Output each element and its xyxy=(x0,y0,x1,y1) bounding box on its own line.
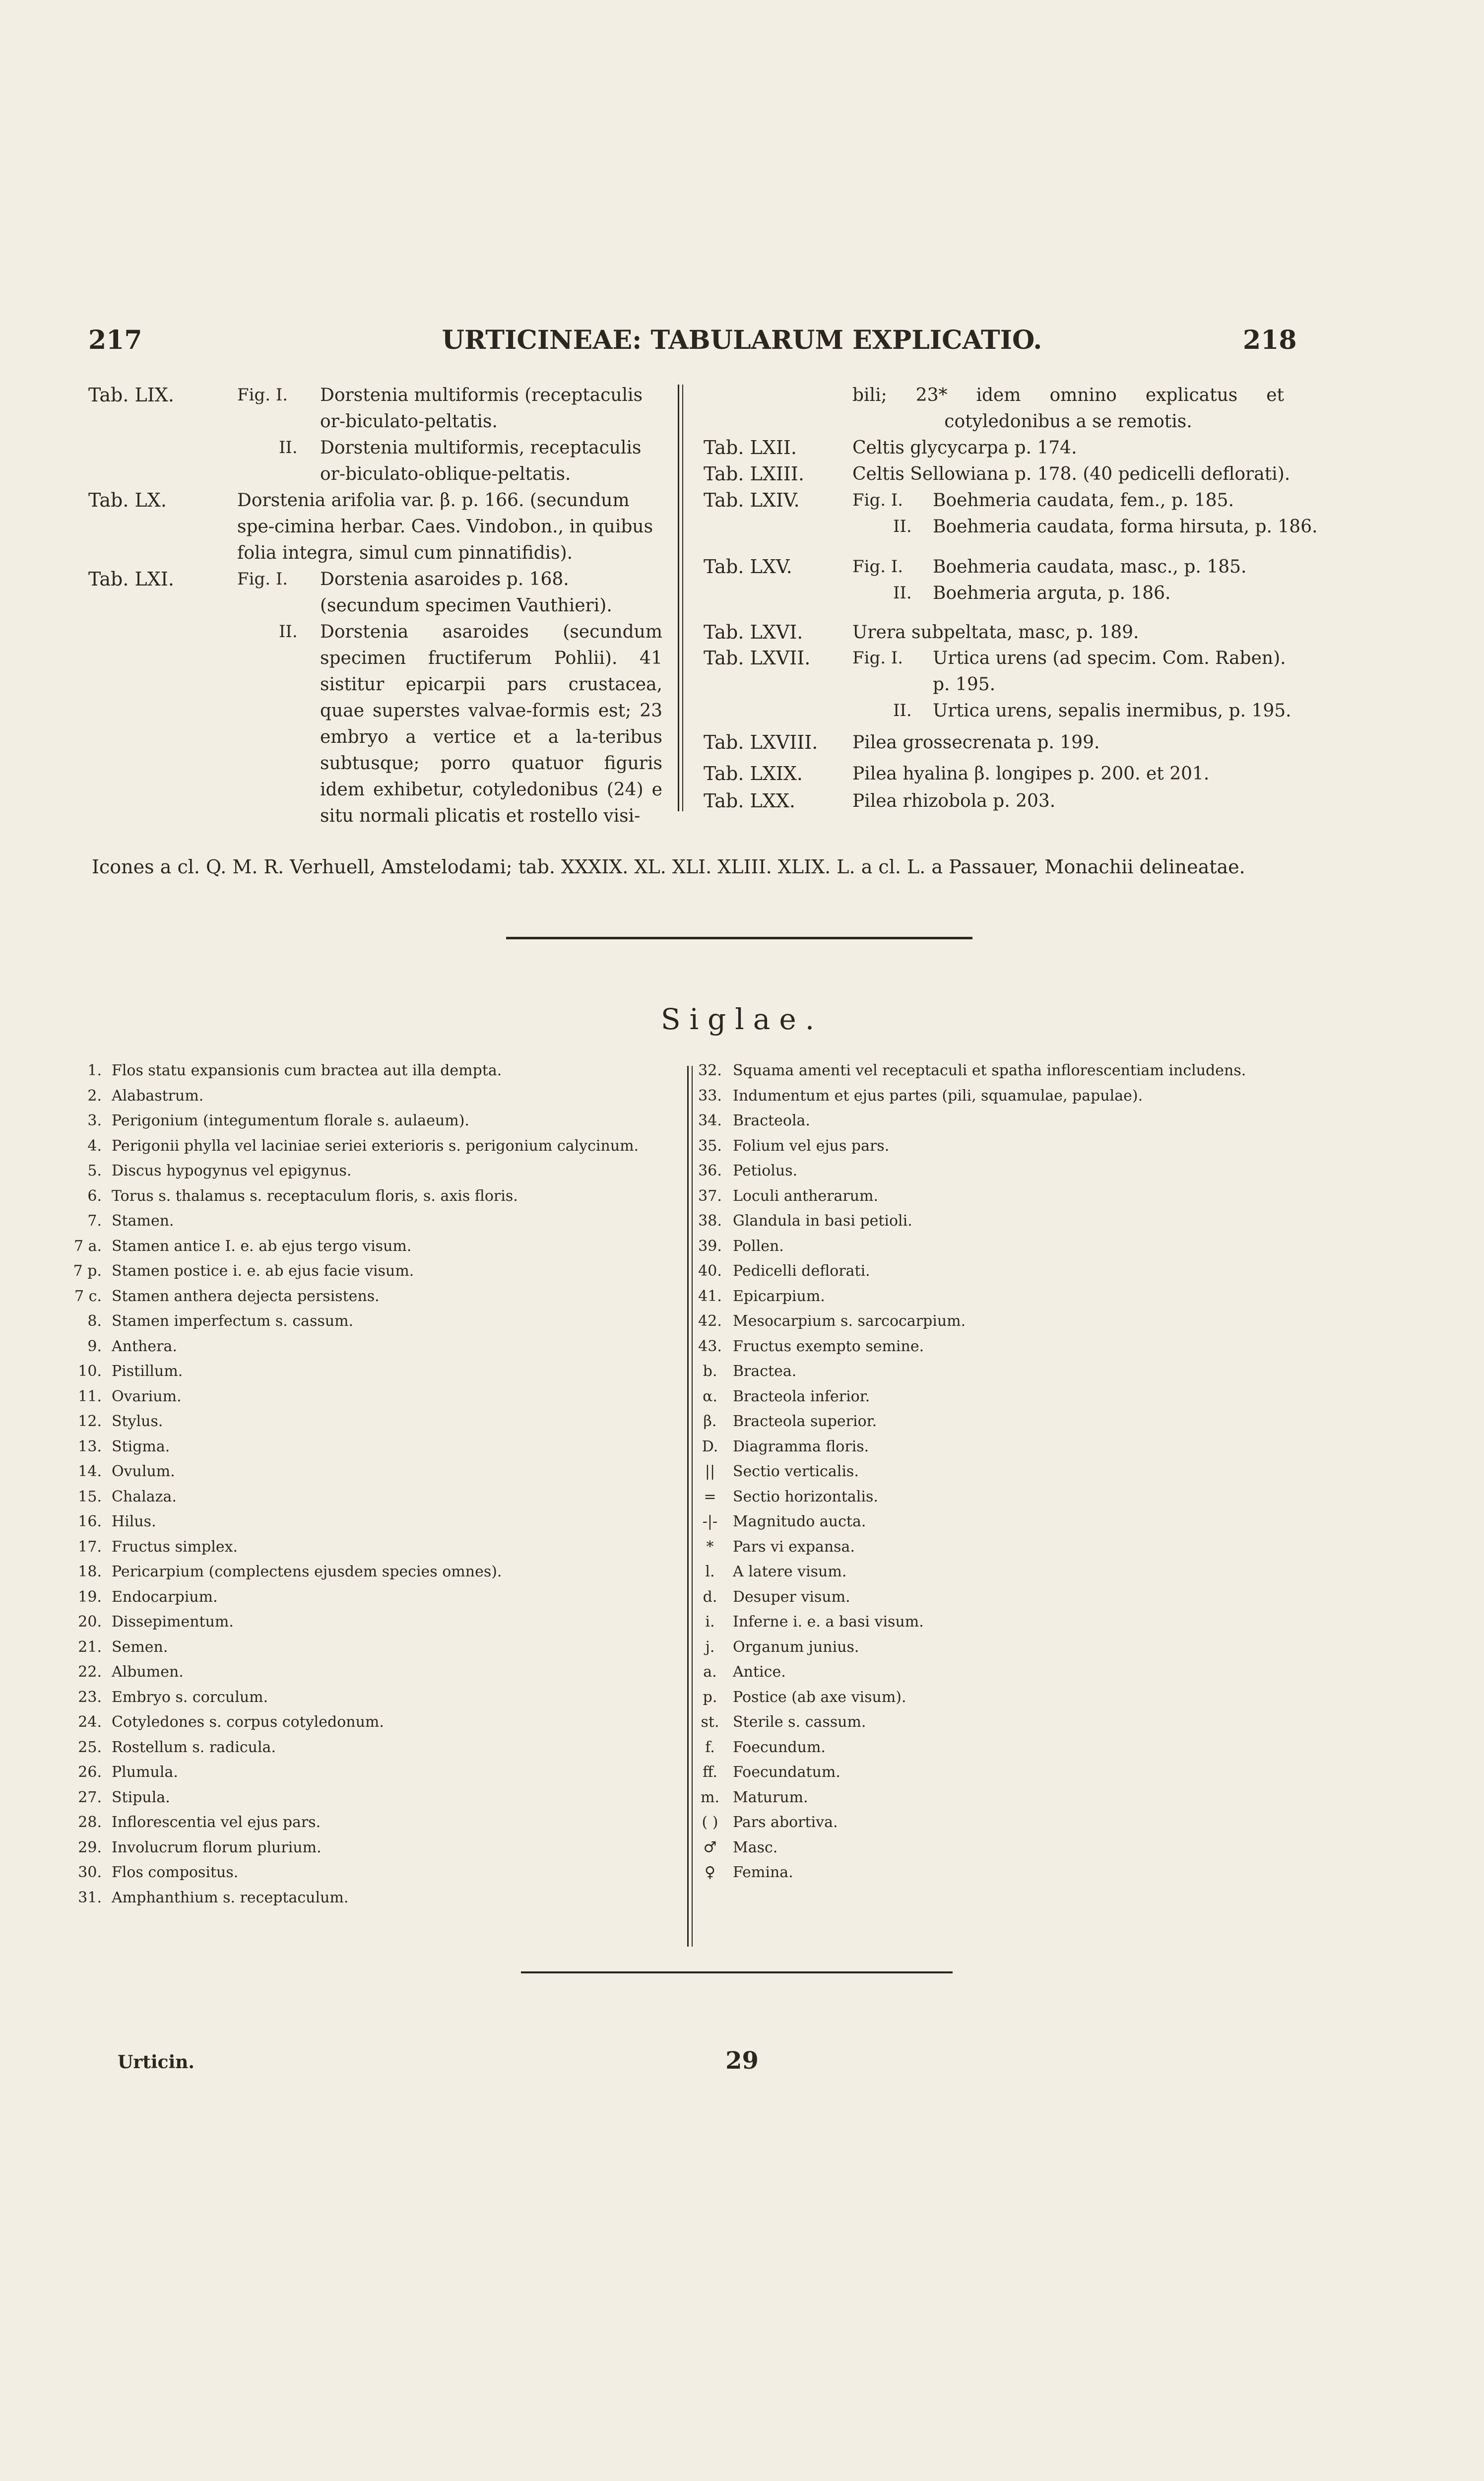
sigla-symbol: D. xyxy=(702,1437,718,1455)
sigla-number: 7. xyxy=(87,1212,102,1230)
list-item xyxy=(67,1384,639,1410)
fig-label: Fig. I. xyxy=(237,385,288,405)
siglae-left-list xyxy=(67,1058,639,1910)
sigla-text: Stamen anthera dejecta persistens. xyxy=(112,1287,380,1305)
list-item xyxy=(692,1835,1246,1861)
sigla-text: Sterile s. cassum. xyxy=(733,1713,866,1731)
sigla-text: Plumula. xyxy=(112,1763,178,1781)
tab-text: Boehmeria caudata, fem., p. 185. xyxy=(933,490,1234,511)
sigla-text: Dissepimentum. xyxy=(112,1613,234,1631)
column-divider xyxy=(678,385,679,811)
sigla-number: 6. xyxy=(87,1187,102,1205)
sigla-symbol: b. xyxy=(703,1363,717,1380)
sigla-text: Endocarpium. xyxy=(112,1588,218,1606)
list-item xyxy=(692,1810,1246,1835)
tab-text: Urtica urens, sepalis inermibus, p. 195. xyxy=(933,701,1291,721)
sigla-text: Glandula in basi petioli. xyxy=(733,1212,912,1230)
list-item xyxy=(67,1860,639,1886)
sigla-text: Bracteola. xyxy=(733,1112,810,1129)
sigla-text: Mesocarpium s. sarcocarpium. xyxy=(733,1312,966,1330)
female-symbol-icon: ♀ xyxy=(705,1864,715,1881)
sigla-text: Squama amenti vel receptaculi et spatha inflorescentiam includens. xyxy=(733,1062,1246,1079)
footer-page-number: 29 xyxy=(725,2047,759,2075)
list-item xyxy=(692,1660,1246,1685)
list-item xyxy=(67,1159,639,1184)
sigla-symbol: st. xyxy=(701,1713,719,1731)
sigla-symbol: ff. xyxy=(703,1763,717,1781)
sigla-number: 16. xyxy=(78,1513,102,1530)
tab-label: Tab. LXVIII. xyxy=(704,731,818,753)
tab-label: Tab. LXVI. xyxy=(704,621,803,643)
list-item xyxy=(67,1209,639,1234)
sigla-symbol: * xyxy=(706,1538,714,1556)
sigla-text: Discus hypogynus vel epigynus. xyxy=(112,1162,352,1179)
sigla-text: Flos statu expansionis cum bractea aut illa dempta. xyxy=(112,1062,502,1079)
sigla-text: Foecundum. xyxy=(733,1738,826,1756)
list-item xyxy=(692,1334,1246,1360)
list-item xyxy=(692,1459,1246,1485)
sigla-number: 7 c. xyxy=(74,1287,102,1305)
page-number-right: 218 xyxy=(1243,325,1297,355)
sigla-number: 2. xyxy=(87,1087,102,1105)
sigla-text: Embryo s. corculum. xyxy=(112,1688,268,1706)
list-item xyxy=(67,1109,639,1134)
list-item xyxy=(692,1058,1246,1084)
sigla-text: Bractea. xyxy=(733,1363,797,1380)
tab-text: Boehmeria caudata, masc., p. 185. xyxy=(933,557,1247,577)
list-item xyxy=(67,1435,639,1460)
sigla-symbol: j. xyxy=(705,1638,715,1656)
sigla-symbol: l. xyxy=(705,1563,715,1580)
running-title: URTICINEAE: TABULARUM EXPLICATIO. xyxy=(442,325,1042,355)
sigla-number: 1. xyxy=(87,1062,102,1079)
column-divider xyxy=(682,385,683,811)
list-item xyxy=(67,1886,639,1911)
sigla-symbol: 37. xyxy=(698,1187,722,1205)
section-divider xyxy=(521,1971,953,1973)
sigla-text: Pistillum. xyxy=(112,1363,183,1380)
page-number-left: 217 xyxy=(88,325,142,355)
sigla-text: Postice (ab axe visum). xyxy=(733,1688,906,1706)
list-item xyxy=(67,1610,639,1635)
tab-text: Celtis Sellowiana p. 178. (40 pedicelli deflorati). xyxy=(852,464,1290,484)
sigla-number: 3. xyxy=(87,1112,102,1129)
tab-label: Tab. LXX. xyxy=(704,790,795,812)
list-item xyxy=(67,1259,639,1284)
list-item xyxy=(67,1810,639,1835)
sigla-text: Hilus. xyxy=(112,1513,156,1530)
tab-text: p. 195. xyxy=(933,674,996,695)
sigla-text: Pars vi expansa. xyxy=(733,1538,855,1556)
sigla-text: Bracteola superior. xyxy=(733,1413,877,1430)
sigla-text: Ovulum. xyxy=(112,1463,175,1480)
tab-label: Tab. LIX. xyxy=(88,384,174,406)
sigla-symbol: 33. xyxy=(698,1087,722,1105)
sigla-text: Masc. xyxy=(733,1838,778,1856)
list-item xyxy=(692,1435,1246,1460)
list-item xyxy=(67,1785,639,1811)
sigla-text: Organum junius. xyxy=(733,1638,859,1656)
sigla-number: 26. xyxy=(78,1763,102,1781)
list-item xyxy=(67,1735,639,1761)
sigla-symbol: α. xyxy=(703,1387,717,1405)
list-item xyxy=(692,1760,1246,1785)
sigla-text: Femina. xyxy=(733,1864,793,1881)
sigla-symbol: 36. xyxy=(698,1162,722,1179)
sigla-text: Pars abortiva. xyxy=(733,1814,838,1831)
sigla-number: 25. xyxy=(78,1738,102,1756)
sigla-text: Rostellum s. radicula. xyxy=(112,1738,276,1756)
sigla-number: 14. xyxy=(78,1463,102,1480)
list-item xyxy=(67,1660,639,1685)
sigla-symbol: 40. xyxy=(698,1262,722,1280)
list-item xyxy=(692,1860,1246,1886)
list-item xyxy=(67,1760,639,1785)
list-item xyxy=(67,1409,639,1435)
fig-label: II. xyxy=(893,517,912,536)
sigla-text: Petiolus. xyxy=(733,1162,798,1179)
sigla-number: 19. xyxy=(78,1588,102,1606)
sigla-symbol: i. xyxy=(705,1613,715,1631)
tab-text: Boehmeria caudata, forma hirsuta, p. 186. xyxy=(933,517,1318,537)
list-item xyxy=(67,1309,639,1334)
sigla-text: Amphanthium s. receptaculum. xyxy=(112,1889,349,1906)
tab-label: Tab. LXII. xyxy=(704,437,797,458)
sigla-text: Indumentum et ejus partes (pili, squamulae, papulae). xyxy=(733,1087,1143,1105)
list-item xyxy=(692,1209,1246,1234)
list-item xyxy=(692,1735,1246,1761)
icones-credit: Icones a cl. Q. M. R. Verhuell, Amstelodami; tab. XXXIX. XL. XLI. XLIII. XLIX. L. a cl. L. a Passauer, Monachii delineatae. xyxy=(92,856,1245,878)
sigla-text: Torus s. thalamus s. receptaculum floris, s. axis floris. xyxy=(112,1187,518,1205)
tab-text: Dorstenia arifolia var. β. p. 166. (secundum spe-cimina herbar. Caes. Vindobon., in quibus folia integra, simul cum pinnatifidis). xyxy=(237,490,653,563)
list-item xyxy=(692,1084,1246,1109)
list-item xyxy=(692,1685,1246,1710)
list-item xyxy=(692,1610,1246,1635)
tab-text: Pilea grossecrenata p. 199. xyxy=(852,732,1100,753)
sigla-symbol: 32. xyxy=(698,1062,722,1079)
list-item xyxy=(692,1560,1246,1585)
sigla-text: Sectio verticalis. xyxy=(733,1463,859,1480)
sigla-symbol: 39. xyxy=(698,1237,722,1255)
sigla-number: 28. xyxy=(78,1814,102,1831)
sigla-text: Fructus exempto semine. xyxy=(733,1337,924,1355)
sigla-number: 10. xyxy=(78,1363,102,1380)
list-item xyxy=(692,1384,1246,1410)
sigla-symbol: = xyxy=(704,1488,716,1505)
sigla-number: 17. xyxy=(78,1538,102,1556)
list-item xyxy=(692,1259,1246,1284)
list-item xyxy=(67,1359,639,1384)
list-item xyxy=(692,1785,1246,1811)
list-item xyxy=(67,1234,639,1259)
list-item xyxy=(692,1359,1246,1384)
sigla-text: Bracteola inferior. xyxy=(733,1387,870,1405)
tab-text: Boehmeria arguta, p. 186. xyxy=(933,583,1171,603)
list-item xyxy=(67,1835,639,1861)
sigla-symbol: 41. xyxy=(698,1287,722,1305)
sigla-text: Desuper visum. xyxy=(733,1588,850,1606)
fig-label: II. xyxy=(279,438,298,457)
list-item xyxy=(692,1409,1246,1435)
sigla-number: 4. xyxy=(87,1137,102,1155)
list-item xyxy=(67,1084,639,1109)
sigla-number: 21. xyxy=(78,1638,102,1656)
fig-label: II. xyxy=(279,622,298,642)
sigla-text: Stigma. xyxy=(112,1437,170,1455)
sigla-symbol: ( ) xyxy=(702,1814,718,1831)
sigla-number: 30. xyxy=(78,1864,102,1881)
sigla-symbol: m. xyxy=(701,1788,719,1806)
tab-label: Tab. LXV. xyxy=(704,556,792,578)
sigla-text: Semen. xyxy=(112,1638,168,1656)
tab-text: Pilea rhizobola p. 203. xyxy=(852,791,1056,811)
sigla-text: Pericarpium (complectens ejusdem species omnes). xyxy=(112,1563,502,1580)
sigla-text: Ovarium. xyxy=(112,1387,182,1405)
list-item xyxy=(692,1134,1246,1159)
sigla-symbol: || xyxy=(705,1463,715,1480)
sigla-symbol: -|- xyxy=(702,1513,718,1530)
sigla-text: Alabastrum. xyxy=(112,1087,204,1105)
sigla-text: Maturum. xyxy=(733,1788,808,1806)
sigla-text: Stamen postice i. e. ab ejus facie visum. xyxy=(112,1262,414,1280)
tab-text: bili; 23* idem omnino explicatus et cotyledonibus a se remotis. xyxy=(852,385,1284,432)
sigla-text: Antice. xyxy=(733,1663,786,1681)
sigla-text: Stylus. xyxy=(112,1413,163,1430)
sigla-number: 11. xyxy=(78,1387,102,1405)
male-symbol-icon: ♂ xyxy=(703,1838,717,1856)
sigla-number: 9. xyxy=(87,1337,102,1355)
list-item xyxy=(67,1685,639,1710)
sigla-text: Diagramma floris. xyxy=(733,1437,869,1455)
sigla-text: Sectio horizontalis. xyxy=(733,1488,878,1505)
sigla-text: Inflorescentia vel ejus pars. xyxy=(112,1814,321,1831)
list-item xyxy=(67,1334,639,1360)
sigla-symbol: d. xyxy=(703,1588,717,1606)
list-item xyxy=(692,1234,1246,1259)
sigla-text: Fructus simplex. xyxy=(112,1538,238,1556)
sigla-symbol: 42. xyxy=(698,1312,722,1330)
list-item xyxy=(67,1134,639,1159)
list-item xyxy=(67,1184,639,1209)
list-item xyxy=(67,1058,639,1084)
list-item xyxy=(67,1509,639,1535)
sigla-text: Albumen. xyxy=(112,1663,184,1681)
sigla-symbol: p. xyxy=(703,1688,717,1706)
tab-text: Dorstenia multiformis, receptaculis or-biculato-oblique-peltatis. xyxy=(320,438,642,484)
list-item xyxy=(692,1485,1246,1510)
section-divider xyxy=(506,937,972,939)
sigla-number: 13. xyxy=(78,1437,102,1455)
fig-label: II. xyxy=(893,701,912,720)
sigla-text: Stipula. xyxy=(112,1788,170,1806)
sigla-text: Perigonii phylla vel laciniae seriei exterioris s. perigonium calycinum. xyxy=(112,1137,639,1155)
tab-text: Dorstenia asaroides (secundum specimen fructiferum Pohlii). 41 sistitur epicarpii pars crustacea, quae superstes valvae-formis est; 23 embryo a vertice et a la-teribus subtusque; porro quatuor figuris idem exhibetur, cotyledonibus (24) e situ normali plicatis et rostello visi- xyxy=(320,622,662,826)
sigla-text: A latere visum. xyxy=(733,1563,847,1580)
tab-text: Urera subpeltata, masc, p. 189. xyxy=(852,622,1139,643)
footer-signature: Urticin. xyxy=(118,2052,194,2073)
list-item xyxy=(692,1309,1246,1334)
list-item xyxy=(692,1284,1246,1309)
tab-text: Pilea hyalina β. longipes p. 200. et 201. xyxy=(852,764,1210,784)
sigla-text: Stamen imperfectum s. cassum. xyxy=(112,1312,354,1330)
list-item xyxy=(67,1284,639,1309)
sigla-text: Magnitudo aucta. xyxy=(733,1513,866,1530)
sigla-text: Stamen. xyxy=(112,1212,174,1230)
sigla-number: 24. xyxy=(78,1713,102,1731)
sigla-text: Flos compositus. xyxy=(112,1864,239,1881)
list-item xyxy=(692,1635,1246,1660)
list-item xyxy=(67,1585,639,1610)
sigla-text: Loculi antherarum. xyxy=(733,1187,879,1205)
sigla-text: Anthera. xyxy=(112,1337,177,1355)
sigla-text: Involucrum florum plurium. xyxy=(112,1838,322,1856)
sigla-number: 31. xyxy=(78,1889,102,1906)
list-item xyxy=(692,1710,1246,1735)
sigla-number: 7 p. xyxy=(73,1262,102,1280)
sigla-number: 29. xyxy=(78,1838,102,1856)
list-item xyxy=(692,1585,1246,1610)
sigla-number: 7 a. xyxy=(73,1237,102,1255)
sigla-text: Chalaza. xyxy=(112,1488,177,1505)
tab-label: Tab. LXIX. xyxy=(704,763,803,784)
list-item xyxy=(692,1109,1246,1134)
siglae-right-list xyxy=(692,1058,1246,1886)
list-item xyxy=(67,1459,639,1485)
sigla-text: Pollen. xyxy=(733,1237,784,1255)
sigla-symbol: a. xyxy=(703,1663,717,1681)
sigla-number: 5. xyxy=(87,1162,102,1179)
sigla-number: 12. xyxy=(78,1413,102,1430)
column-divider xyxy=(687,1066,689,1947)
list-item xyxy=(692,1159,1246,1184)
fig-label: Fig. I. xyxy=(852,648,903,668)
sigla-text: Cotyledones s. corpus cotyledonum. xyxy=(112,1713,384,1731)
sigla-number: 15. xyxy=(78,1488,102,1505)
list-item xyxy=(67,1535,639,1560)
sigla-symbol: f. xyxy=(705,1738,715,1756)
siglae-title: Siglae. xyxy=(660,1002,824,1036)
list-item xyxy=(67,1710,639,1735)
list-item xyxy=(692,1509,1246,1535)
sigla-text: Stamen antice I. e. ab ejus tergo visum. xyxy=(112,1237,412,1255)
tab-label: Tab. LXIV. xyxy=(704,489,800,511)
sigla-text: Pedicelli deflorati. xyxy=(733,1262,870,1280)
sigla-text: Foecundatum. xyxy=(733,1763,840,1781)
sigla-symbol: 35. xyxy=(698,1137,722,1155)
sigla-number: 23. xyxy=(78,1688,102,1706)
fig-label: Fig. I. xyxy=(852,557,903,577)
tab-label: Tab. LXIII. xyxy=(704,463,804,485)
tab-text: Urtica urens (ad specim. Com. Raben). xyxy=(933,648,1286,668)
sigla-number: 18. xyxy=(78,1563,102,1580)
tab-text: Dorstenia asaroides p. 168. (secundum specimen Vauthieri). xyxy=(320,569,612,616)
list-item xyxy=(67,1485,639,1510)
sigla-text: Epicarpium. xyxy=(733,1287,825,1305)
sigla-number: 8. xyxy=(87,1312,102,1330)
sigla-number: 27. xyxy=(78,1788,102,1806)
list-item xyxy=(67,1560,639,1585)
list-item xyxy=(692,1184,1246,1209)
sigla-text: Inferne i. e. a basi visum. xyxy=(733,1613,924,1631)
tab-label: Tab. LX. xyxy=(88,489,167,511)
list-item xyxy=(692,1535,1246,1560)
fig-label: II. xyxy=(893,583,912,603)
sigla-symbol: 34. xyxy=(698,1112,722,1129)
sigla-number: 22. xyxy=(78,1663,102,1681)
sigla-text: Folium vel ejus pars. xyxy=(733,1137,890,1155)
tab-label: Tab. LXI. xyxy=(88,568,174,590)
fig-label: Fig. I. xyxy=(237,569,288,589)
tab-label: Tab. LXVII. xyxy=(704,647,811,669)
sigla-symbol: β. xyxy=(703,1413,717,1430)
sigla-number: 20. xyxy=(78,1613,102,1631)
tab-text: Celtis glycycarpa p. 174. xyxy=(852,438,1077,458)
tab-text: Dorstenia multiformis (receptaculis or-biculato-peltatis. xyxy=(320,385,643,432)
sigla-text: Perigonium (integumentum florale s. aulaeum). xyxy=(112,1112,469,1129)
list-item xyxy=(67,1635,639,1660)
sigla-symbol: 43. xyxy=(698,1337,722,1355)
sigla-symbol: 38. xyxy=(698,1212,722,1230)
fig-label: Fig. I. xyxy=(852,490,903,510)
